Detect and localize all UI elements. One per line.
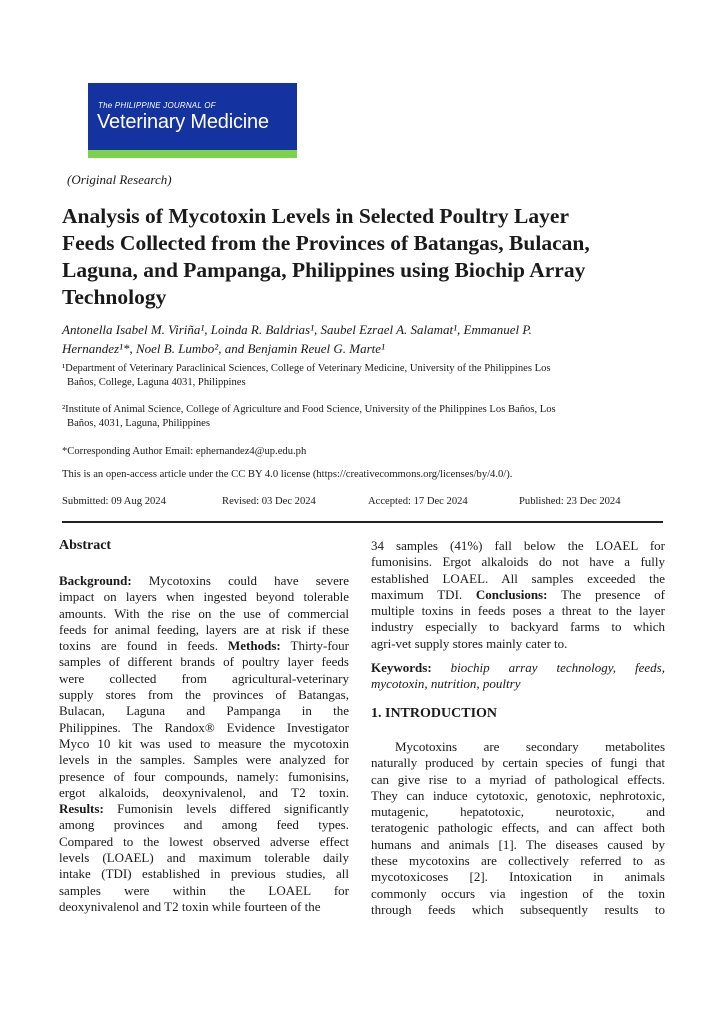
intro-line: humans and animals [1]. The diseases caused by (371, 836, 665, 852)
affiliation-1 (62, 362, 672, 390)
abstract-line: industry especially to backyard farms to which (371, 619, 665, 635)
abstract-body (59, 573, 349, 915)
abstract-line: toxins are found in feeds. Methods: Thirty-four (59, 638, 349, 654)
intro-line: mycotoxicoses [2]. Intoxication in animals (371, 869, 665, 885)
abstract-line: samples were within the LOAEL for (59, 882, 349, 898)
abstract-line: Bulacan, Laguna and Pampanga in the (59, 703, 349, 719)
affiliation-line: Baños, 4031, Laguna, Philippines (67, 418, 211, 429)
intro-line: mutagenic, hepatotoxic, neurotoxic, and (371, 804, 665, 820)
abstract-line: were collected from agricultural-veterinary (59, 670, 349, 686)
corresponding-author: *Corresponding Author Email: ephernandez4@up.edu.ph (62, 446, 307, 457)
abstract-line: 34 samples (41%) fall below the LOAEL for (371, 538, 665, 553)
methods-label: Methods: (227, 638, 281, 654)
article-type: (Original Research) (67, 172, 172, 187)
abstract-line: among provinces and among feed types. (59, 817, 349, 833)
keywords (371, 660, 665, 693)
logo-journal-prefix: The PHILIPPINE JOURNAL OF (98, 101, 216, 110)
journal-logo (88, 83, 297, 158)
abstract-line: established LOAEL. All samples exceeded the (371, 570, 665, 586)
author-list (62, 320, 672, 358)
conclusions-label: Conclusions: (475, 586, 548, 602)
intro-line: these mycotoxins are collectively referred to as (371, 853, 665, 869)
abstract-line: levels in the samples. Samples were analyzed for (59, 752, 349, 768)
date-revised: Revised: 03 Dec 2024 (222, 496, 316, 507)
abstract-line: feeds for animal feeding, layers are at risk if these (59, 621, 349, 637)
date-accepted: Accepted: 17 Dec 2024 (368, 496, 468, 507)
abstract-continued (371, 538, 665, 652)
logo-accent-bar (88, 150, 297, 158)
title-line: Technology (62, 285, 167, 309)
intro-line: Mycotoxins are secondary metabolites (395, 739, 665, 754)
abstract-line: supply stores from the provinces of Batangas, (59, 687, 349, 703)
logo-journal-name: Veterinary Medicine (97, 111, 269, 133)
abstract-line: samples of different brands of poultry layer feeds (59, 654, 349, 670)
results-label: Results: (59, 801, 104, 817)
abstract-line: amounts. With the rise on the use of commercial (59, 605, 349, 621)
abstract-line: deoxynivalenol and T2 toxin while fourteen of the (59, 898, 321, 914)
abstract-line: Myco 10 kit was used to measure the mycotoxin (59, 735, 349, 751)
abstract-line: presence of four compounds, namely: fumonisins, (59, 768, 349, 784)
paper-title (62, 203, 672, 311)
introduction-heading: 1. INTRODUCTION (371, 706, 498, 721)
title-line: Laguna, and Pampanga, Philippines using Biochip Array (62, 258, 586, 282)
intro-line: They can induce cytotoxic, genotoxic, nephrotoxic, (371, 787, 665, 803)
abstract-line: Results: Fumonisin levels differed significantly (59, 801, 349, 817)
intro-line: through feeds which subsequently results to (371, 901, 665, 917)
intro-line: commonly occurs via ingestion of the toxin (371, 885, 665, 901)
authors-line: Hernandez¹*, Noel B. Lumbo², and Benjamin Reuel G. Marte¹ (62, 341, 385, 356)
abstract-line: Background: Mycotoxins could have severe (59, 573, 349, 588)
abstract-line: intake (TDI) established in previous studies, all (59, 866, 349, 882)
intro-line: can give rise to a myriad of pathological effects. (371, 771, 665, 787)
license-statement: This is an open-access article under the CC BY 4.0 license (https://creativecommons.org/licenses/by/4.0/). (62, 469, 513, 480)
abstract-line: Philippines. The Randox® Evidence Investigator (59, 719, 349, 735)
date-submitted: Submitted: 09 Aug 2024 (62, 496, 166, 507)
date-published: Published: 23 Dec 2024 (519, 496, 621, 507)
affiliation-line: ²Institute of Animal Science, College of Agriculture and Food Science, University of the Philippines Los Baños, Los (62, 404, 556, 415)
keywords-line: Keywords: biochip array technology, feeds, (371, 660, 665, 675)
title-line: Feeds Collected from the Provinces of Batangas, Bulacan, (62, 231, 590, 255)
affiliation-2 (62, 403, 672, 431)
authors-line: Antonella Isabel M. Viriña¹, Loinda R. Baldrias¹, Saubel Ezrael A. Salamat¹, Emmanuel P. (62, 322, 532, 337)
introduction-body (371, 739, 665, 918)
abstract-line: impact on layers when ingested beyond tolerable (59, 589, 349, 605)
abstract-line: multiple toxins in feeds poses a threat to the layer (371, 603, 665, 619)
affiliation-line: Baños, College, Laguna 4031, Philippines (67, 377, 246, 388)
abstract-heading: Abstract (59, 538, 112, 553)
affiliation-line: ¹Department of Veterinary Paraclinical Sciences, College of Veterinary Medicine, University of the Philippines Los (62, 363, 551, 374)
abstract-line: ergot alkaloids, deoxynivalenol, and T2 toxin. (59, 784, 349, 800)
title-line: Analysis of Mycotoxin Levels in Selected Poultry Layer (62, 204, 569, 228)
abstract-line: levels (LOAEL) and maximum tolerable daily (59, 850, 349, 866)
header-divider (62, 521, 663, 523)
intro-line: teratogenic pathologic effects, and can affect both (371, 820, 665, 836)
keywords-line: mycotoxin, nutrition, poultry (371, 676, 521, 692)
abstract-line: maximum TDI. Conclusions: The presence of (371, 586, 666, 602)
abstract-line: fumonisins. Ergot alkaloids do not have a fully (371, 554, 665, 570)
abstract-line: Compared to the lowest observed adverse effect (59, 833, 349, 849)
intro-line: naturally produced by certain species of fungi that (371, 755, 665, 771)
background-label: Background: (59, 573, 132, 588)
keywords-label: Keywords: (371, 660, 432, 675)
abstract-line: agri-vet supply stores mainly cater to. (371, 635, 568, 651)
